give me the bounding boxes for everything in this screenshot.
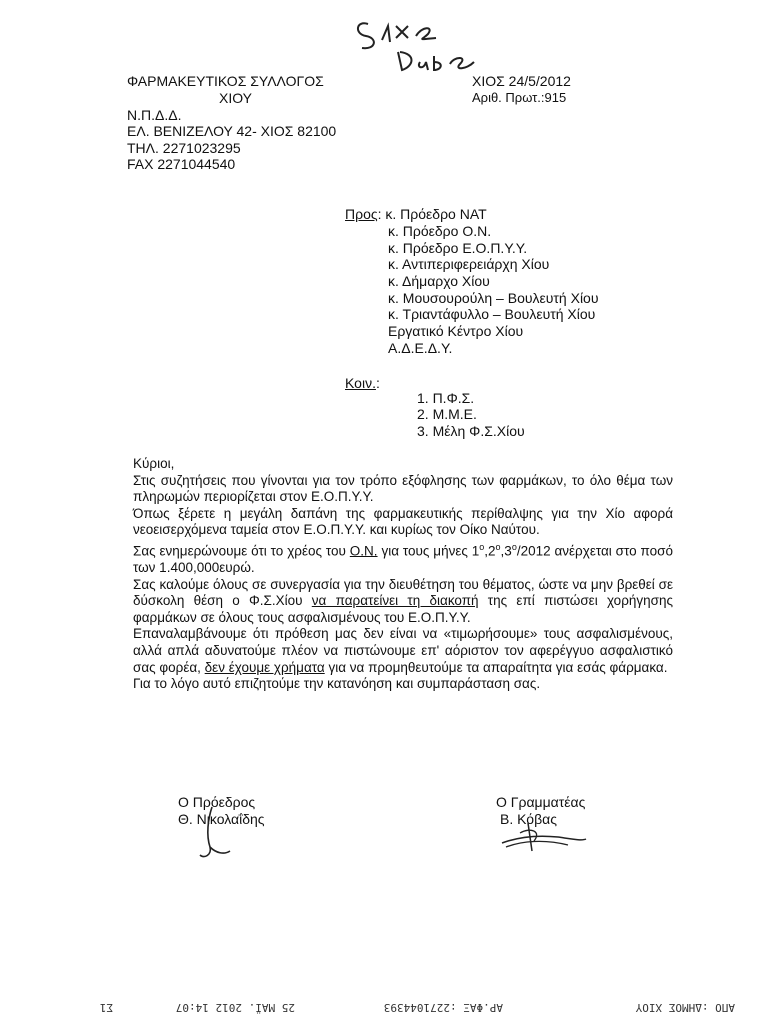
recipient-item: Εργατικό Κέντρο Χίου — [388, 323, 524, 339]
recipient-first: κ. Πρόεδρο ΝΑΤ — [385, 206, 487, 222]
recipient-item: κ. Δήμαρχο Χίου — [388, 273, 490, 289]
handwritten-note-image — [350, 12, 500, 72]
cc-item: 3. Μέλη Φ.Σ.Χίου — [417, 423, 525, 439]
protocol-number: Αριθ. Πρωτ.:915 — [472, 90, 567, 105]
paragraph-5: Επαναλαμβάνουμε ότι πρόθεση μας δεν είναι να «τιμωρήσουμε» τους ασφαλισμένους, αλλά απλά αδυνατούμε πλέον να πιστώνουμε επ' αόριστον τον αφερέγγυο ασφαλιστικό σας φορέα, δεν έχουμε χρήματα για να προμηθευτούμε τα απαραίτητα για εσάς φάρμακα. — [133, 626, 673, 675]
paragraph-2: Όπως ξέρετε η μεγάλη δαπάνη της φαρμακευτικής περίθαλψης για την Χίο αφορά νεοεισερχόμενα ταμεία στον Ε.Ο.Π.Υ.Υ. και κυρίως τον Οίκο Ναύτου. — [133, 505, 673, 538]
fax-datetime: 25 ΜΑΪ. 2012 14:07 — [175, 1001, 295, 1014]
cc-label-row: Κοιν.: — [345, 375, 380, 391]
paragraph-3: Σας ενημερώνουμε ότι το χρέος του Ο.Ν. για τους μήνες $1^o,2^o,3^o/2012$ ανέρχεται στο ποσό των 1.400,000ευρώ. — [133, 541, 674, 576]
paragraph-4: Σας καλούμε όλους σε συνεργασία για την διευθέτηση του θέματος, ώστε να μην βρεθεί σε δύσκολη θέση ο Φ.Σ.Χίου να παρατείνει τη διακοπή της επί πιστώσει χορήγησης φαρμάκων σε όλους τους ασφαλισμένους του Ε.Ο.Π.Υ.Υ. — [133, 576, 673, 625]
sender-address: ΕΛ. ΒΕΝΙΖΕΛΟΥ 42- ΧΙΟΣ 82100 — [127, 123, 337, 139]
fax-number: ΑΡ.ΦΑΞ :2271044393 — [383, 1001, 503, 1014]
recipients-label: Προς — [345, 206, 378, 222]
letter-body — [133, 456, 673, 693]
president-signature-image — [198, 805, 238, 865]
salutation: Κύριοι, — [133, 456, 175, 471]
paragraph-1: Στις συζητήσεις που γίνονται για τον τρόπο εξόφλησης των φαρμάκων, το όλο θέμα των πληρωμών περιορίζεται στον Ε.Ο.Π.Υ.Υ. — [133, 472, 673, 505]
fax-from: ΑΠΟ :ΔΗΜΟΣ ΧΙΟΥ — [635, 1001, 735, 1014]
recipient-item: κ. Αντιπεριφερειάρχη Χίου — [388, 256, 550, 272]
secretary-title: Ο Γραμματέας — [496, 794, 586, 810]
sender-org-line2: ΧΙΟΥ — [219, 90, 253, 106]
on-underlined: Ο.Ν. — [349, 543, 378, 559]
recipient-item: κ. Τριαντάφυλλο – Βουλευτή Χίου — [388, 306, 596, 322]
secretary-name: Β. Κόβας — [500, 811, 557, 827]
secretary-signature-image — [498, 815, 588, 855]
sender-legal-form: Ν.Π.Δ.Δ. — [127, 107, 182, 123]
recipient-item: κ. Πρόεδρο Ε.Ο.Π.Υ.Υ. — [388, 240, 528, 256]
president-title: Ο Πρόεδρος — [178, 794, 256, 810]
recipients-block: Προς: κ. Πρόεδρο ΝΑΤ — [345, 206, 487, 222]
recipient-item: Α.Δ.Ε.Δ.Υ. — [388, 340, 453, 356]
no-money-underlined: δεν έχουμε χρήματα — [204, 659, 325, 675]
sender-phone: ΤΗΛ. 2271023295 — [127, 140, 241, 156]
fax-page: Σ1 — [99, 1001, 113, 1014]
paragraph-6: Για το λόγο αυτό επιζητούμε την κατανόηση και συμπαράσταση σας. — [133, 676, 541, 692]
cc-item: 1. Π.Φ.Σ. — [417, 390, 475, 406]
extension-underlined: να παρατείνει τη διακοπή — [311, 593, 479, 609]
date-line: ΧΙΟΣ 24/5/2012 — [472, 73, 571, 89]
president-name: Θ. Νικολαΐδης — [178, 811, 265, 827]
sender-fax: FAX 2271044540 — [127, 156, 236, 172]
sender-org-line1: ΦΑΡΜΑΚΕΥΤΙΚΟΣ ΣΥΛΛΟΓΟΣ — [127, 73, 324, 89]
fax-footer — [0, 996, 773, 1016]
recipient-item: κ. Πρόεδρο Ο.Ν. — [388, 223, 492, 239]
cc-label: Κοιν. — [345, 375, 376, 391]
cc-item: 2. Μ.Μ.Ε. — [417, 406, 477, 422]
recipient-item: κ. Μουσουρούλη – Βουλευτή Χίου — [388, 290, 599, 306]
